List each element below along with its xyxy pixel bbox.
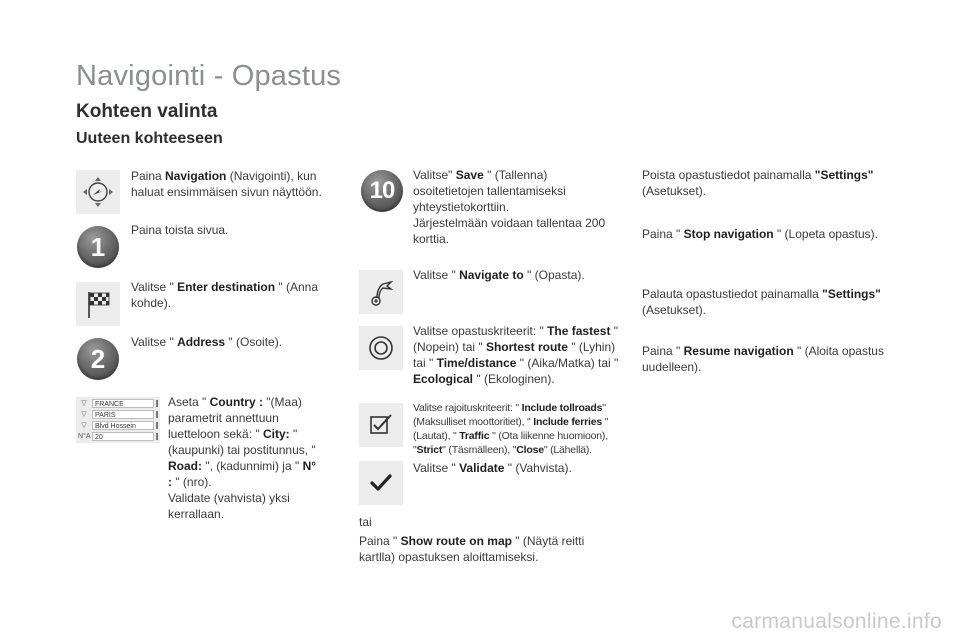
form-row-number [76, 432, 160, 442]
navigation-joystick-icon[interactable] [76, 170, 120, 214]
restriction-criteria-text: Valitse rajoituskriteerit: " Include tollroads" (Maksulliset moottoritiet), " Include ferries " (Lautat), " Traffic " (Ota liikenne huomioon), "Strict" (Täsmälleen), "Close" (Lähellä). [413, 402, 609, 456]
section-title: Kohteen valinta [76, 101, 218, 122]
page-title: Navigointi - Opastus [76, 60, 342, 92]
resume-navigation-text: Paina " Resume navigation " (Aloita opastus uudelleen). [642, 344, 884, 374]
save-text: Valitse" Save " (Tallenna) osoitetietojen tallentamiseksi yhteystietokorttiin. Järjestelmään voidaan tallentaa 200 korttia. [413, 168, 606, 246]
filter-triangle-icon: ▽ [81, 411, 87, 418]
restore-guidance-text: Palauta opastustiedot painamalla "Settings" (Asetukset). [642, 287, 881, 317]
form-row-country [76, 399, 160, 409]
checkbox-edit-icon[interactable] [359, 403, 403, 447]
filter-triangle-icon: ▽ [81, 422, 87, 429]
form-field-road: Blvd Hossein [92, 421, 154, 430]
show-route-text: Paina " Show route on map " (Näytä reitti kartlla) opastuksen aloittamiseksi. [359, 534, 585, 564]
step-badge-10: 10 [361, 170, 403, 212]
address-text: Valitse " Address " (Osoite). [131, 335, 283, 349]
step-badge-2: 2 [77, 338, 119, 380]
target-circle-icon[interactable] [359, 326, 403, 370]
route-flag-icon[interactable] [359, 270, 403, 314]
form-field-city: PARIS [92, 410, 154, 419]
filter-triangle-icon: ▽ [81, 400, 87, 407]
navigate-to-text: Valitse " Navigate to " (Opasta). [413, 268, 585, 282]
guidance-criteria-text: Valitse opastuskriteerit: " The fastest " (Nopein) tai " Shortest route " (Lyhin) tai " Time/distance " (Aika/Matka) tai " Ecological " (Ekologinen). [413, 324, 619, 386]
form-label-number: N°A [78, 433, 91, 440]
watermark: carmanualsonline.info [731, 610, 942, 633]
step-navigation-text: Paina Navigation (Navigointi), kun haluat ensimmäisen sivun näyttöön. [131, 169, 322, 199]
address-form-thumbnail [76, 397, 160, 443]
validate-text: Valitse " Validate " (Vahvista). [413, 461, 572, 475]
stop-navigation-text: Paina " Stop navigation " (Lopeta opastus). [642, 227, 878, 241]
delete-guidance-text: Poista opastustiedot painamalla "Settings" (Asetukset). [642, 168, 874, 198]
enter-destination-text: Valitse " Enter destination " (Anna kohde). [131, 280, 319, 310]
form-field-number: 20 [92, 432, 154, 441]
form-row-road [76, 421, 160, 431]
or-text: tai [359, 515, 372, 529]
sub-title: Uuteen kohteeseen [76, 130, 223, 147]
checkered-flag-icon[interactable] [76, 282, 120, 326]
set-parameters-text: Aseta " Country : "(Maa) parametrit annettuun luetteloon sekä: " City: " (kaupunki) tai postitunnus, " Road: ", (kadunnimi) ja " N° : " (nro). Validate (vahvista) yksi kerrallaan. [168, 395, 317, 521]
form-field-country: FRANCE [92, 399, 154, 408]
step-badge-1: 1 [77, 226, 119, 268]
checkmark-icon[interactable] [359, 461, 403, 505]
step-1-text: Paina toista sivua. [131, 223, 229, 237]
form-row-city [76, 410, 160, 420]
